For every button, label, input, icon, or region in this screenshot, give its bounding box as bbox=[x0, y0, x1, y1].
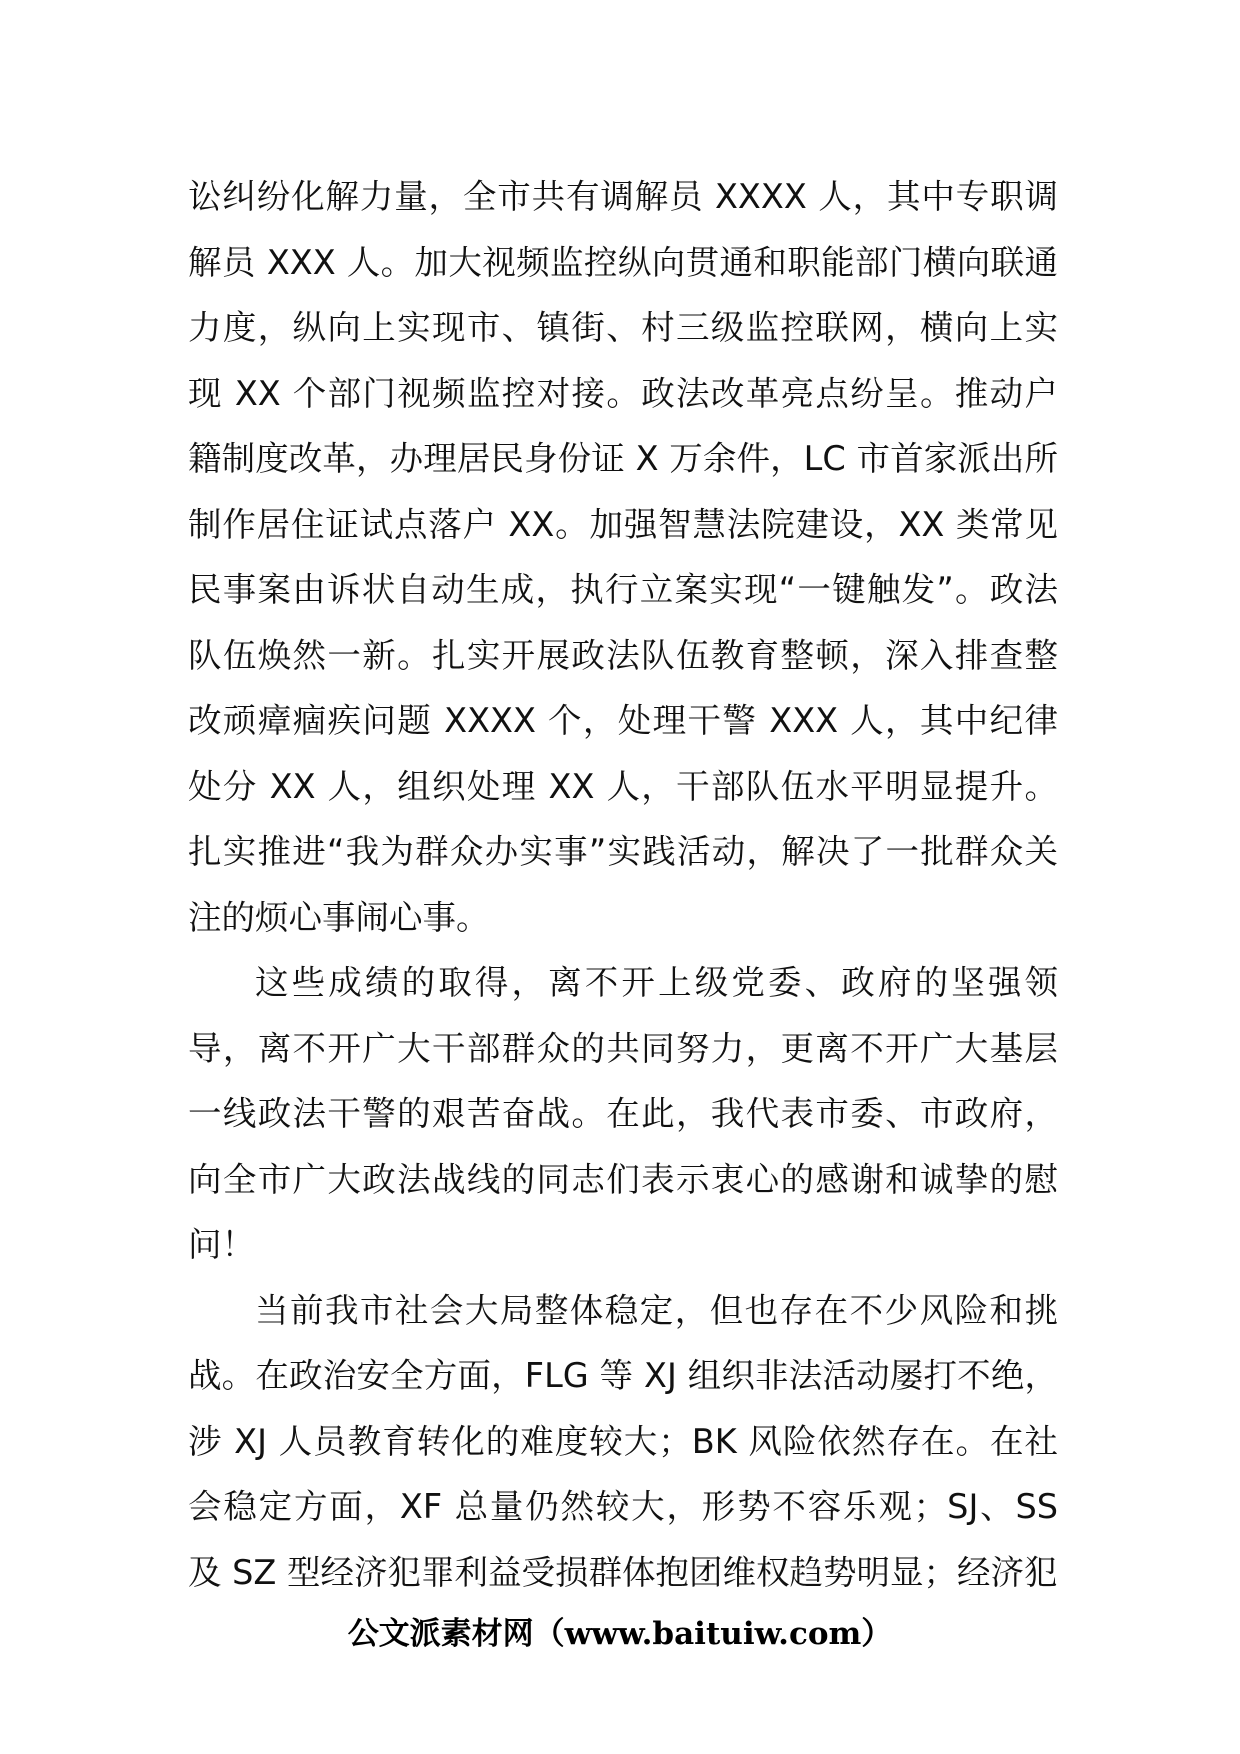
document-body bbox=[188, 164, 1058, 1605]
paragraph-3: 当前我市社会大局整体稳定，但也存在不少风险和挑战。在政治安全方面，FLG 等 XJ 组织非法活动屡打不绝，涉 XJ 人员教育转化的难度较大；BK 风险依然存在。在社会稳定方面，XF 总量仍然较大，形势不容乐观；SJ、SS 及 SZ 型经济犯罪利益受损群体抱团维权趋势明显；经济犯 bbox=[188, 1290, 1058, 1592]
paragraph-2: 这些成绩的取得，离不开上级党委、政府的坚强领导，离不开广大干部群众的共同努力，更离不开广大基层一线政法干警的艰苦奋战。在此，我代表市委、市政府，向全市广大政法战线的同志们表示衷心的感谢和诚挚的慰问！ bbox=[188, 963, 1058, 1264]
footer-watermark: 公文派素材网（www.baituiw.com） bbox=[347, 1616, 893, 1652]
paragraph-1: 讼纠纷化解力量，全市共有调解员 XXXX 人，其中专职调解员 XXX 人。加大视频监控纵向贯通和职能部门横向联通力度，纵向上实现市、镇街、村三级监控联网，横向上实现 XX 个部门视频监控对接。政法改革亮点纷呈。推动户籍制度改革，办理居民身份证 X 万余件，LC 市首家派出所制作居住证试点落户 XX。加强智慧法院建设，XX 类常见民事案由诉状自动生成，执行立案实现“一键触发”。政法队伍焕然一新。扎实开展政法队伍教育整顿，深入排查整改顽瘴痼疾问题 XXXX 个，处理干警 XXX 人，其中纪律处分 XX 人，组织处理 XX 人，干部队伍水平明显提升。扎实推进“我为群众办实事”实践活动，解决了一批群众关注的烦心事闹心事。 bbox=[188, 177, 1058, 937]
